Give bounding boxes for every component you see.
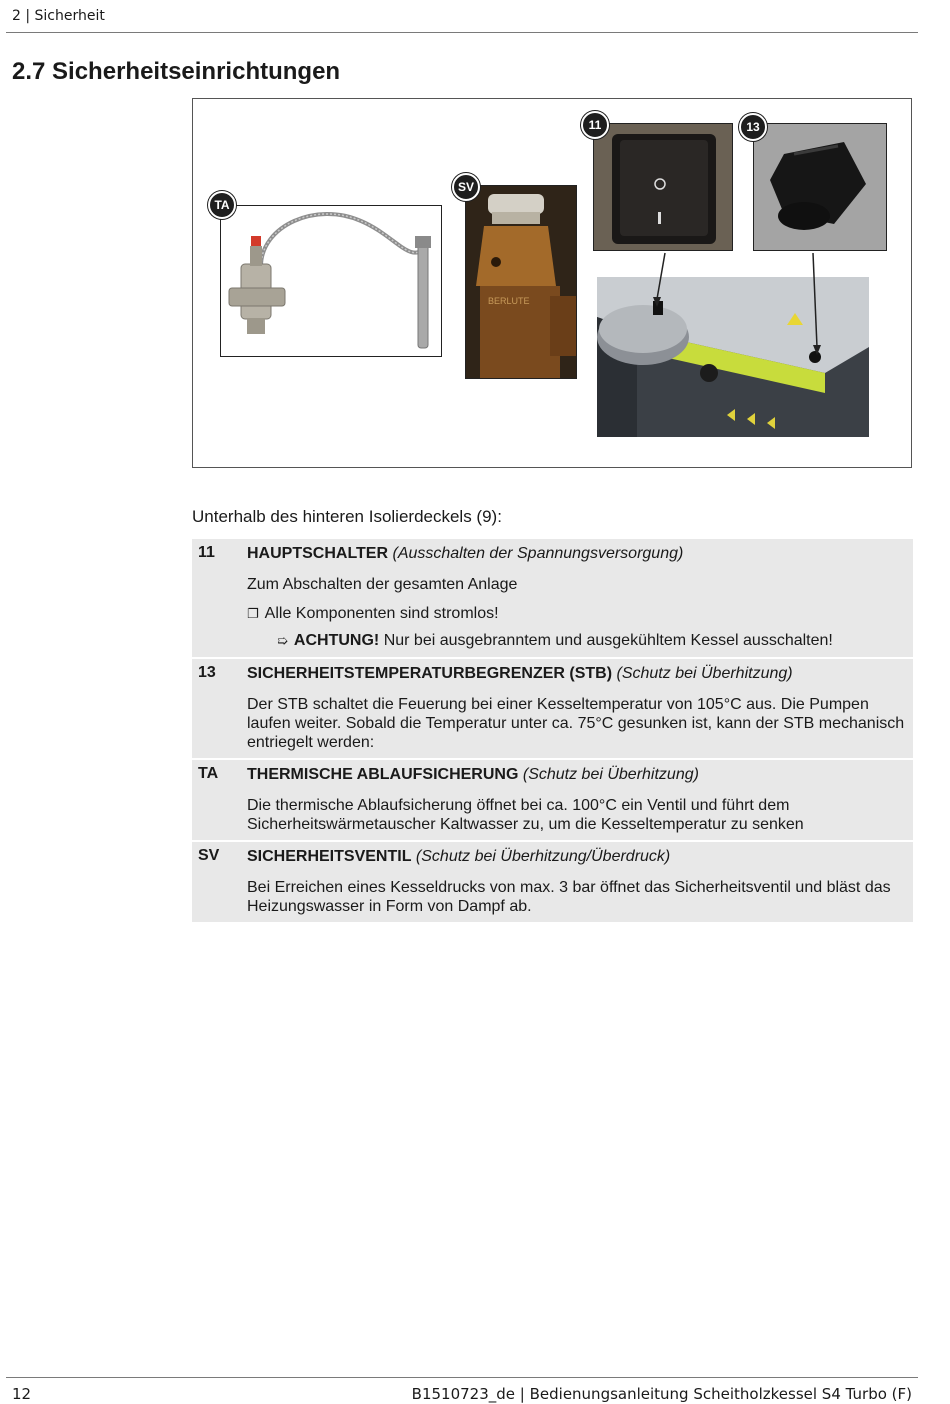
header-divider xyxy=(6,32,918,33)
warning-text: Nur bei ausgebranntem und ausgekühltem Kessel ausschalten! xyxy=(383,632,833,649)
footer-divider xyxy=(6,1377,918,1378)
list-item-thermal-discharge xyxy=(192,760,913,842)
item-subtitle: (Schutz bei Überhitzung) xyxy=(616,665,793,682)
list-item-safety-valve xyxy=(192,842,913,924)
page-header: 2 | Sicherheit xyxy=(12,8,105,24)
item-code: 11 xyxy=(198,544,215,561)
item-text: Der STB schaltet die Feuerung bei einer Kesseltemperatur von 105°C aus. Die Pumpen laufen weiter. Sobald die Temperatur unter ca. 75°C gesunken ist, kann der STB mechanisch entriegelt werden: xyxy=(247,696,905,751)
callout-11: 11 xyxy=(581,111,609,139)
item-text: Bei Erreichen eines Kesseldrucks von max. 3 bar öffnet das Sicherheitsventil und bläst das Heizungswasser in Form von Dampf ab. xyxy=(247,879,891,915)
section-title: 2.7 Sicherheitseinrichtungen xyxy=(12,58,341,85)
valve-stamp: BERLUTE xyxy=(488,296,530,306)
page-number: 12 xyxy=(12,1385,32,1403)
callout-13: 13 xyxy=(739,113,767,141)
item-title: SICHERHEITSTEMPERATURBEGRENZER (STB) xyxy=(247,665,613,682)
item-title: SICHERHEITSVENTIL xyxy=(247,848,412,865)
item-subtitle: (Schutz bei Überhitzung) xyxy=(522,766,699,783)
item-title: HAUPTSCHALTER xyxy=(247,545,389,562)
intro-text: Unterhalb des hinteren Isolierdeckels (9): xyxy=(192,507,502,526)
item-bullet: Alle Komponenten sind stromlos! xyxy=(264,605,499,622)
list-item-stb xyxy=(192,659,913,760)
item-text: Zum Abschalten der gesamten Anlage xyxy=(247,576,518,593)
item-subtitle: (Schutz bei Überhitzung/Überdruck) xyxy=(415,848,671,865)
safety-device-list xyxy=(192,539,913,924)
arrow-right-icon: ➯ xyxy=(277,634,288,649)
callout-sv: SV xyxy=(452,173,480,201)
item-code: 13 xyxy=(198,664,216,681)
safety-devices-figure xyxy=(192,98,912,468)
warning-label: ACHTUNG! xyxy=(293,632,380,649)
callout-ta: TA xyxy=(208,191,236,219)
item-title: THERMISCHE ABLAUFSICHERUNG xyxy=(247,766,519,783)
leader-lines xyxy=(193,99,911,467)
list-item-main-switch xyxy=(192,539,913,659)
item-code: TA xyxy=(198,765,219,782)
document-reference: B1510723_de | Bedienungsanleitung Scheitholzkessel S4 Turbo (F) xyxy=(411,1385,912,1403)
item-text: Die thermische Ablaufsicherung öffnet bei ca. 100°C ein Ventil und führt dem Sicherheitswärmetauscher Kaltwasser zu, um die Kesseltemperatur zu senken xyxy=(247,797,804,833)
checkbox-bullet-icon: ❐ xyxy=(247,607,259,622)
item-subtitle: (Ausschalten der Spannungsversorgung) xyxy=(392,545,684,562)
item-code: SV xyxy=(198,847,220,864)
